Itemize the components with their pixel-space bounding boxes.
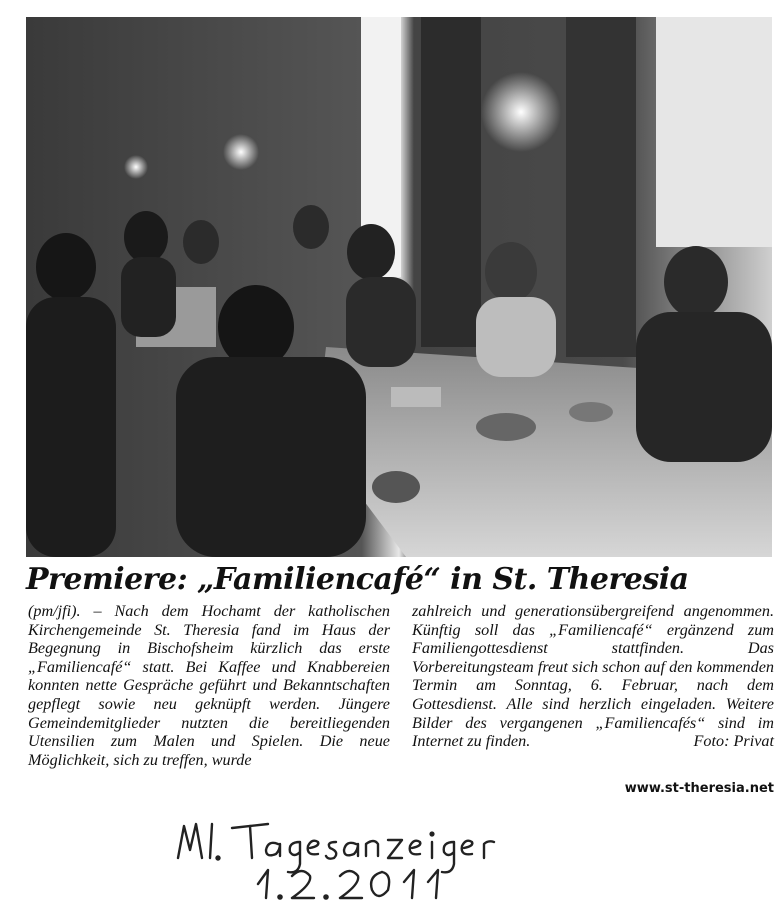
article-photo <box>26 17 772 557</box>
handwritten-source-note <box>160 800 620 900</box>
website-url: www.st-theresia.net <box>624 781 774 796</box>
article-column-right <box>412 602 774 751</box>
photo-credit: Foto: Privat <box>693 732 774 751</box>
article-body-left: (pm/jfi). – Nach dem Hochamt der katholischen Kirchengemeinde St. Theresia fand im Haus der Begegnung in Bischofsheim kürzlich das erste „Familiencafé“ statt. Bei Kaffee und Knabbereien konnten nette Gespräche geführt und Bekanntschaften gepflegt sowie neu geknüpft werden. Jüngere Gemeindemitglieder nutzten die bereitliegenden Utensilien zum Malen und Spielen. Die neue Möglichkeit, sich zu treffen, wurde <box>28 602 390 769</box>
photo-image <box>26 17 772 557</box>
article-body-right-text: zahlreich und generationsübergreifend angenommen. Künftig soll das „Familiencafé“ ergänzend zum Familiengottesdienst stattfinden. Das Vorbereitungsteam freut sich schon auf den kommenden Termin am Sonntag, 6. Februar, nach dem Gottesdienst. Alle sind herzlich eingeladen. Weitere Bilder des vergangenen „Familiencafés“ sind im Internet zu finden. <box>412 602 774 751</box>
article-column-left <box>28 602 390 769</box>
article-body-right <box>412 602 774 751</box>
article-headline: Premiere: „Familiencafé“ in St. Theresia <box>26 562 689 597</box>
